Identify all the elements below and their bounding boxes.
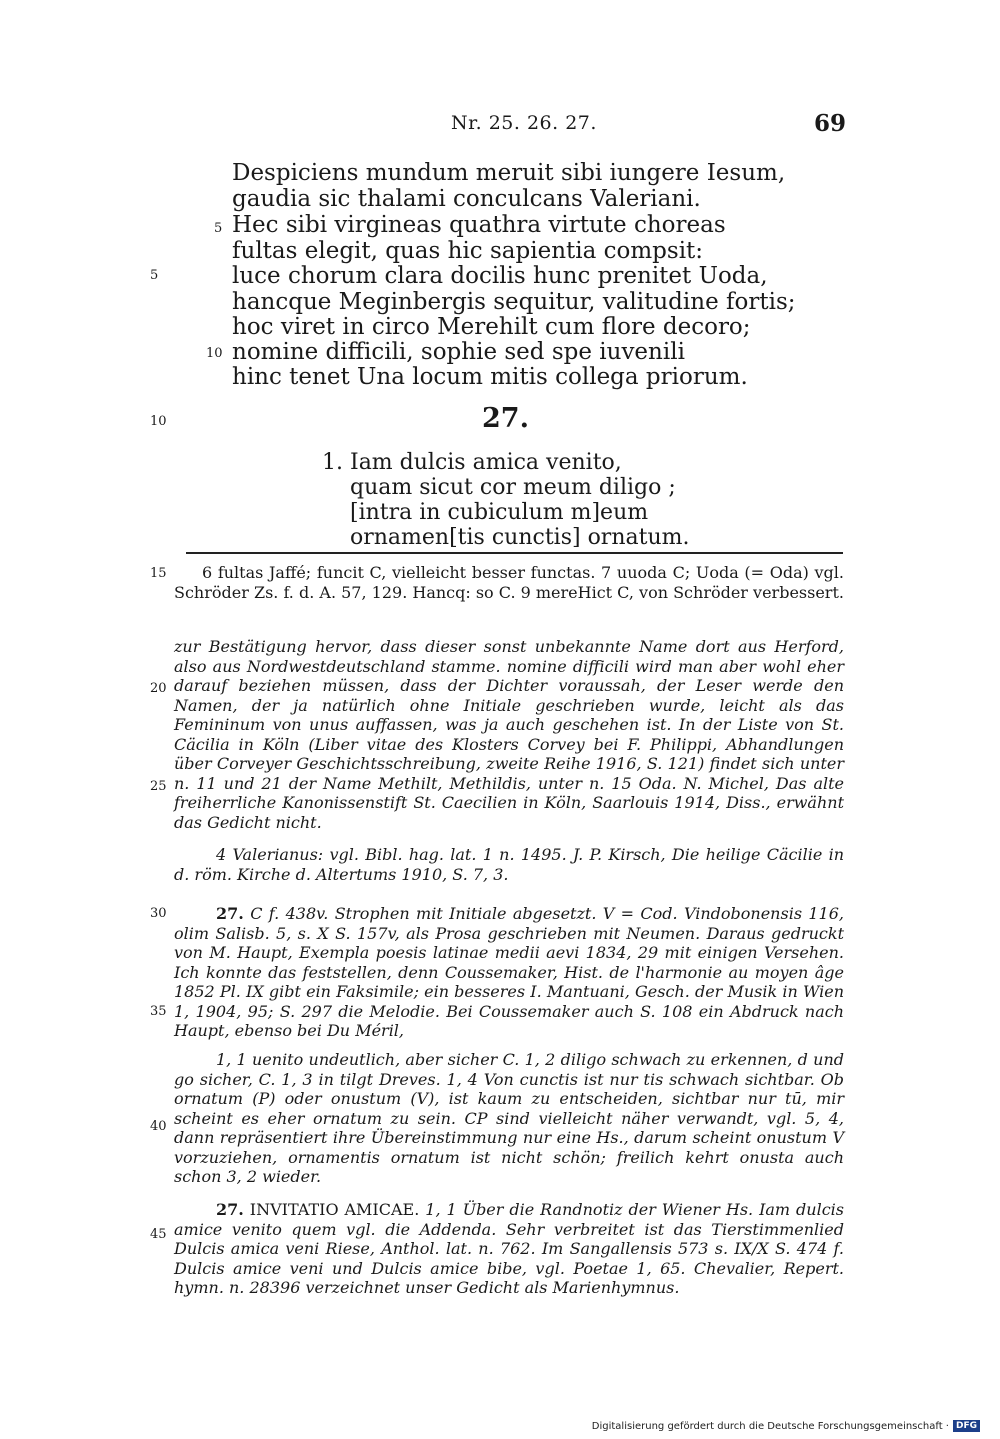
commentary-paragraph (174, 904, 844, 1041)
verse-number: 10 (206, 346, 223, 361)
stanza-line: ornamen[tis cunctis] ornatum. (350, 525, 690, 550)
poem-line: fultas elegit, quas hic sapientia compsit: (232, 238, 704, 264)
poem-line: hinc tenet Una locum mitis collega priorum. (232, 364, 748, 390)
margin-line-number: 5 (150, 268, 159, 283)
commentary-paragraph (174, 845, 844, 884)
margin-line-number: 15 (150, 566, 167, 581)
section-number: 27. (216, 904, 244, 923)
margin-line-number: 30 (150, 906, 167, 921)
page-number: 69 (814, 110, 847, 137)
commentary-paragraph (174, 1050, 844, 1187)
apparatus-entry: 6 fultas Jaffé; funcit C, vielleicht besser functas. 7 uuoda C; Uoda (= Oda) vgl. Schröder Zs. f. d. A. 57, 129. Hancq: so C. 9 mereHict C, von Schröder verbessert. (174, 563, 844, 602)
stanza-line: [intra in cubiculum m]eum (350, 500, 649, 525)
commentary-paragraph (174, 1200, 844, 1298)
poem-line: nomine difficili, sophie sed spe iuvenili (232, 339, 685, 365)
poem-27-heading: 27. (482, 403, 529, 434)
poem-line: gaudia sic thalami conculcans Valeriani. (232, 186, 701, 212)
poem-line: hoc viret in circo Merehilt cum flore decoro; (232, 314, 751, 340)
critical-apparatus (174, 563, 844, 602)
commentary-text: 1, 1 Über die Randnotiz der Wiener Hs. Iam dulcis amice venito quem vgl. die Addenda. Sehr verbreitet ist das Tierstimmenlied Dulcis amica veni Riese, Anthol. lat. n. 762. Im Sangallensis 573 s. IX/X S. 474 f. Dulcis amice veni und Dulcis amice bibe, vgl. Poetae 1, 65. Chevalier, Repert. hymn. n. 28396 verzeichnet unser Gedicht als Marienhymnus. (174, 1200, 844, 1297)
dfg-logo: DFG (953, 1420, 980, 1432)
stanza-line: Iam dulcis amica venito, (350, 450, 622, 475)
margin-line-number: 40 (150, 1119, 167, 1134)
commentary-text: 4 Valerianus: vgl. Bibl. hag. lat. 1 n. 1495. J. P. Kirsch, Die heilige Cäcilie in d. röm. Kirche d. Altertums 1910, S. 7, 3. (174, 845, 844, 884)
margin-line-number: 25 (150, 779, 167, 794)
poem-line: luce chorum clara docilis hunc prenitet Uoda, (232, 263, 768, 289)
poem-line: Hec sibi virgineas quathra virtute choreas (232, 212, 726, 238)
margin-line-number: 20 (150, 681, 167, 696)
commentary-text: zur Bestätigung hervor, dass dieser sonst unbekannte Name dort aus Herford, also aus Nordwestdeutschland stamme. nomine difficili wird man aber wohl eher darauf beziehen müssen, dass der Dichter voraussah, der Leser werde den Namen, der ja natürlich ohne Initiale geschrieben wurde, leicht als das Femininum von unus auffassen, was ja auch geschehen ist. In der Liste von St. Cäcilia in Köln (Liber vitae des Klosters Corvey bei F. Philippi, Abhandlungen über Corveyer Geschichtsschreibung, zweite Reihe 1916, S. 121) findet sich unter n. 11 und 21 der Name Methilt, Methildis, unter n. 15 Oda. N. Michel, Das alte freiherrliche Kanonissenstift St. Caecilien in Köln, Saarlouis 1914, Diss., erwähnt das Gedicht nicht. (174, 637, 844, 832)
margin-line-number: 45 (150, 1227, 167, 1242)
section-number: 27. (216, 1200, 244, 1219)
poem-line: Despiciens mundum meruit sibi iungere Iesum, (232, 160, 786, 186)
verse-number: 5 (214, 221, 223, 236)
commentary-text: 1, 1 uenito undeutlich, aber sicher C. 1, 2 diligo schwach zu erkennen, d und go sicher, C. 1, 3 in tilgt Dreves. 1, 4 Von cunctis ist nur tis schwach sichtbar. Ob ornatum (P) oder onustum (V), ist kaum zu entscheiden, sichtbar nur tū, mir scheint es eher ornatum zu sein. CP sind vielleicht näher verwandt, vgl. 5, 4, dann repräsentiert ihre Übereinstimmung nur eine Hs., darum scheint onustum V vorzuziehen, ornamentis ornatum ist nicht schön; freilich kehrt onusta auch schon 3, 2 wieder. (174, 1050, 844, 1186)
stanza-label: 1. (322, 450, 343, 475)
section-title: INVITATIO AMICAE. (249, 1200, 420, 1219)
commentary-paragraph (174, 637, 844, 832)
apparatus-divider (186, 552, 843, 554)
margin-line-number: 10 (150, 414, 167, 429)
running-title: Nr. 25. 26. 27. (451, 112, 597, 134)
stanza-line: quam sicut cor meum diligo ; (350, 475, 676, 500)
footer-text: Digitalisierung gefördert durch die Deutsche Forschungsgemeinschaft · (591, 1421, 949, 1432)
commentary-text: C f. 438v. Strophen mit Initiale abgesetzt. V = Cod. Vindobonensis 116, olim Salisb. 5, s. X S. 157v, als Prosa geschrieben mit Neumen. Daraus gedruckt von M. Haupt, Exempla poesis latinae medii aevi 1834, 29 mit einigen Versehen. Ich konnte das feststellen, denn Coussemaker, Hist. de l'harmonie au moyen âge 1852 Pl. IX gibt ein Faksimile; ein besseres I. Mantuani, Gesch. der Musik in Wien 1, 1904, 95; S. 297 die Melodie. Bei Coussemaker auch S. 108 ein Abdruck nach Haupt, ebenso bei Du Méril, (174, 904, 844, 1040)
poem-line: hancque Meginbergis sequitur, valitudine fortis; (232, 289, 796, 315)
margin-line-number: 35 (150, 1004, 167, 1019)
digitization-footer (592, 1420, 980, 1432)
